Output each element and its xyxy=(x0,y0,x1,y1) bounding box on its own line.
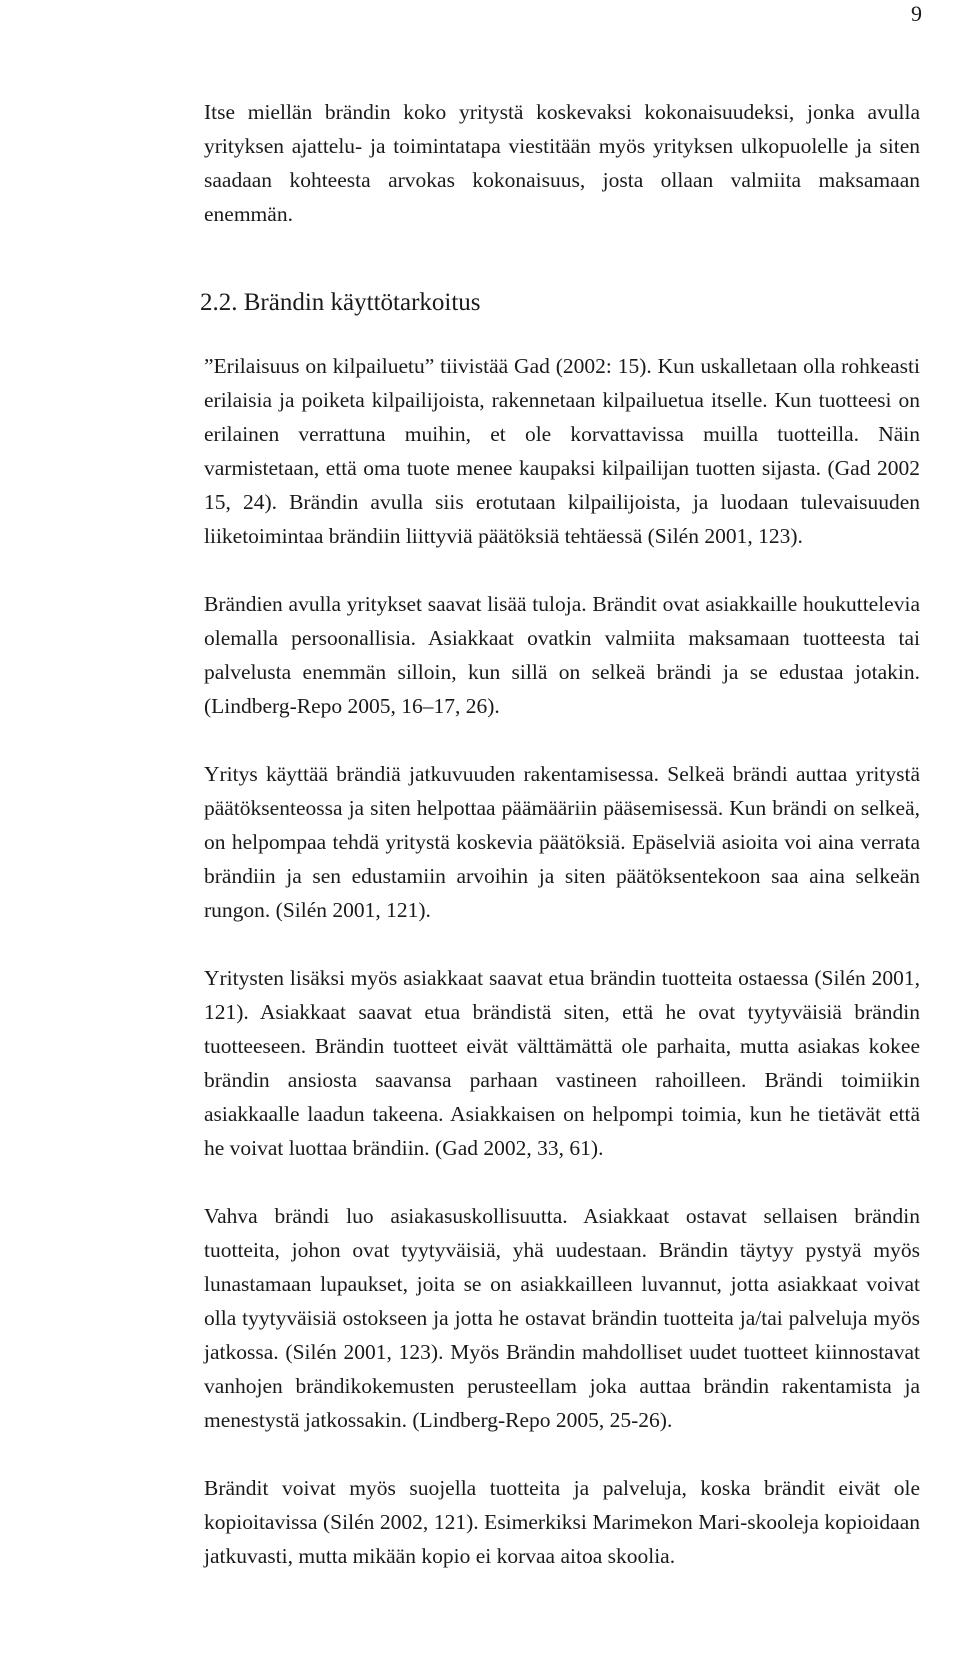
body-paragraph-6: Brändit voivat myös suojella tuotteita ja palveluja, koska brändit eivät ole kopioitavissa (Silén 2002, 121). Esimerkiksi Marimekon Mari-skooleja kopioidaan jatkuvasti, mutta mikään kopio ei korvaa aitoa skoolia. xyxy=(204,1476,920,1568)
body-paragraph-3: Yritys käyttää brändiä jatkuvuuden rakentamisessa. Selkeä brändi auttaa yritystä päätöksenteossa ja siten helpottaa päämääriin pääsemisessä. Kun brändi on selkeä, on helpompaa tehdä yritystä koskevia päätöksiä. Epäselviä asioita voi aina verrata brändiin ja sen edustamiin arvoihin ja siten päätöksentekoon saa aina selkeän rungon. (Silén 2001, 121). xyxy=(204,762,920,922)
document-body xyxy=(200,95,920,1573)
section-heading: 2.2. Brändin käyttötarkoitus xyxy=(200,289,481,316)
body-paragraph-4: Yritysten lisäksi myös asiakkaat saavat etua brändin tuotteita ostaessa (Silén 2001, 121). Asiakkaat saavat etua brändistä siten, että he ovat tyytyväisiä brändin tuotteeseen. Brändin tuotteet eivät välttämättä ole parhaita, mutta asiakas kokee brändin ansiosta saavansa parhaan vastineen rahoilleen. Brändi toimiikin asiakkaalle laadun takeena. Asiakkaisen on helpompi toimia, kun he tietävät että he voivat luottaa brändiin. (Gad 2002, 33, 61). xyxy=(204,966,920,1160)
body-paragraph-1: ”Erilaisuus on kilpailuetu” tiivistää Gad (2002: 15). Kun uskalletaan olla rohkeasti erilaisia ja poiketa kilpailijoista, rakennetaan kilpailuetua itselle. Kun tuotteesi on erilainen verrattuna muihin, et ole korvattavissa muilla tuotteilla. Näin varmistetaan, että oma tuote menee kaupaksi kilpailijan tuotten sijasta. (Gad 2002 15, 24). Brändin avulla siis erotutaan kilpailijoista, ja luodaan tulevaisuuden liiketoimintaa brändiin liittyviä päätöksiä tehtäessä (Silén 2001, 123). xyxy=(204,354,920,548)
body-paragraph-2: Brändien avulla yritykset saavat lisää tuloja. Brändit ovat asiakkaille houkuttelevia olemalla persoonallisia. Asiakkaat ovatkin valmiita maksamaan tuotteesta tai palvelusta enemmän silloin, kun sillä on selkeä brändi ja se edustaa jotakin. (Lindberg-Repo 2005, 16–17, 26). xyxy=(204,592,920,718)
intro-paragraph: Itse miellän brändin koko yritystä koskevaksi kokonaisuudeksi, jonka avulla yrityksen ajattelu- ja toimintatapa viestitään myös yrityksen ulkopuolelle ja siten saadaan kohteesta arvokas kokonaisuus, josta ollaan valmiita maksamaan enemmän. xyxy=(204,100,920,226)
page-number: 9 xyxy=(911,1,922,26)
body-paragraph-5: Vahva brändi luo asiakasuskollisuutta. Asiakkaat ostavat sellaisen brändin tuotteita, johon ovat tyytyväisiä, yhä uudestaan. Brändin täytyy pystyä myös lunastamaan lupaukset, joita se on asiakkailleen luvannut, jotta asiakkaat voivat olla tyytyväisiä ostokseen ja jotta he ostavat brändin tuotteita ja/tai palveluja myös jatkossa. (Silén 2001, 123). Myös Brändin mahdolliset uudet tuotteet kiinnostavat vanhojen brändikokemusten perusteellam joka auttaa brändin rakentamista ja menestystä jatkossakin. (Lindberg-Repo 2005, 25-26). xyxy=(204,1204,920,1432)
